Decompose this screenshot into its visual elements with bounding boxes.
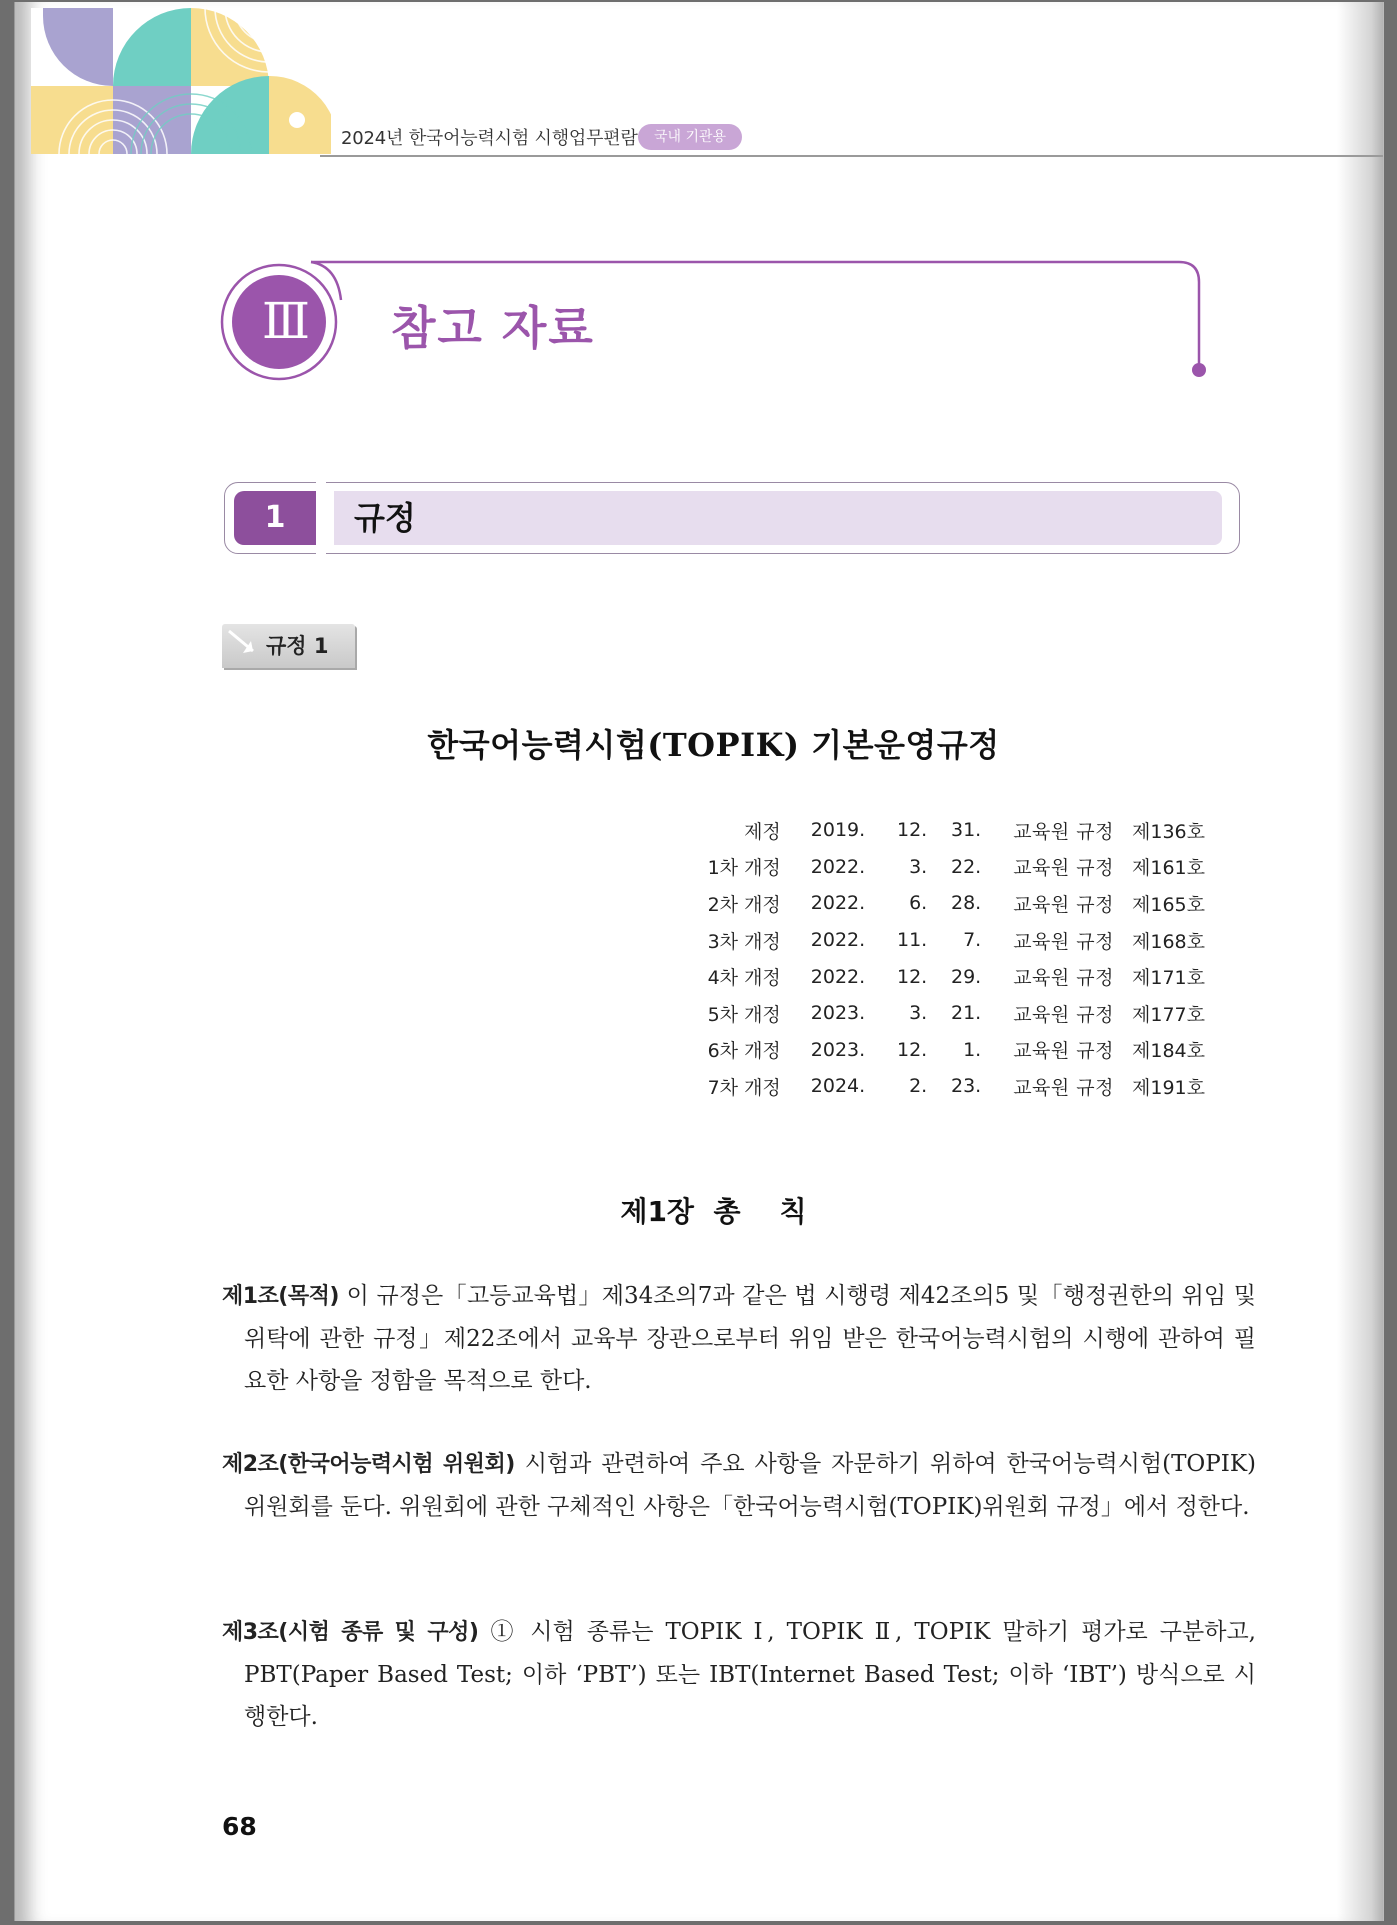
amendment-no: 제165호: [1132, 893, 1205, 916]
amendment-no: 제191호: [1132, 1076, 1205, 1099]
regulation-tab: [222, 624, 355, 668]
amendment-year: 2022.: [810, 965, 866, 988]
page-number: 68: [222, 1812, 257, 1841]
header-rule: [320, 155, 1383, 157]
amendment-row: [708, 1032, 1205, 1069]
amendment-org: 교육원 규정: [1013, 930, 1115, 953]
amendment-label: 5차 개정: [707, 1003, 781, 1026]
amendment-label: 제정: [744, 820, 781, 843]
amendment-month: 2.: [909, 1075, 928, 1098]
amendment-org: 교육원 규정: [1013, 1040, 1115, 1063]
amendment-no: 제184호: [1132, 1040, 1205, 1063]
amendment-month: 12.: [896, 965, 928, 988]
section-heading: [224, 482, 1240, 554]
amendment-month: 3.: [909, 855, 928, 878]
amendment-month: 6.: [909, 892, 928, 915]
page-edge-shadow: [1337, 2, 1383, 1921]
amendment-label: 2차 개정: [707, 893, 781, 916]
header-decoration-icon: [31, 8, 331, 158]
regulation-tab-label: 규정 1: [266, 634, 329, 658]
amendment-label: 6차 개정: [707, 1040, 781, 1063]
article-1: [222, 1275, 1256, 1402]
amendment-day: 7.: [963, 929, 982, 952]
chapter-heading: 제1장 총 칙: [620, 1195, 807, 1228]
amendment-month: 11.: [896, 929, 928, 952]
amendment-row: [708, 885, 1205, 922]
article-3: [222, 1611, 1256, 1738]
chapter-numeral: Ⅲ: [261, 292, 311, 350]
chapter-frame-icon: [219, 260, 1249, 390]
amendment-day: 28.: [950, 892, 982, 915]
section-number: 1: [234, 491, 316, 545]
amendment-year: 2022.: [810, 892, 866, 915]
amendment-no: 제168호: [1132, 930, 1205, 953]
amendment-year: 2019.: [810, 819, 866, 842]
amendment-day: 21.: [950, 1002, 982, 1025]
amendment-row: [708, 958, 1205, 995]
amendment-no: 제171호: [1132, 967, 1205, 990]
amendment-row: [708, 812, 1205, 849]
amendment-month: 3.: [909, 1002, 928, 1025]
running-header-badge: 국내 기관용: [638, 124, 742, 150]
amendment-row: [708, 995, 1205, 1032]
document-title: 한국어능력시험(TOPIK) 기본운영규정: [427, 726, 1000, 764]
amendment-year: 2022.: [810, 855, 866, 878]
amendment-org: 교육원 규정: [1013, 857, 1115, 880]
corner-arrow-icon: [227, 629, 261, 659]
document-page: [14, 2, 1384, 1921]
amendment-label: 1차 개정: [707, 857, 781, 880]
amendment-month: 12.: [896, 819, 928, 842]
amendment-year: 2023.: [810, 1038, 866, 1061]
chapter-title: 참고 자료: [391, 301, 595, 355]
amendment-row: [708, 849, 1205, 886]
amendment-no: 제177호: [1132, 1003, 1205, 1026]
section-bar: [334, 491, 1222, 545]
amendment-row: [708, 922, 1205, 959]
amendment-no: 제161호: [1132, 857, 1205, 880]
amendment-org: 교육원 규정: [1013, 1003, 1115, 1026]
amendment-history-table: [708, 812, 1205, 1105]
amendment-day: 22.: [950, 855, 982, 878]
article-heading: 제3조(시험 종류 및 구성): [222, 1620, 479, 1645]
article-heading: 제1조(목적): [222, 1284, 339, 1309]
article-2: [222, 1443, 1256, 1528]
amendment-year: 2024.: [810, 1075, 866, 1098]
amendment-day: 29.: [950, 965, 982, 988]
running-header-title: 2024년 한국어능력시험 시행업무편람: [341, 128, 638, 149]
amendment-org: 교육원 규정: [1013, 1076, 1115, 1099]
amendment-org: 교육원 규정: [1013, 820, 1115, 843]
amendment-day: 23.: [950, 1075, 982, 1098]
amendment-day: 1.: [963, 1038, 982, 1061]
section-title: 규정: [354, 499, 416, 537]
amendment-year: 2023.: [810, 1002, 866, 1025]
article-heading: 제2조(한국어능력시험 위원회): [222, 1452, 515, 1477]
amendment-day: 31.: [950, 819, 982, 842]
article-body: 시험과 관련하여 주요 사항을 자문하기 위하여 한국어능력시험(TOPIK)위원회를 둔다. 위원회에 관한 구체적인 사항은「한국어능력시험(TOPIK)위원회 규정」에서 정한다.: [244, 1451, 1256, 1520]
amendment-label: 7차 개정: [707, 1076, 781, 1099]
article-body: ① 시험 종류는 TOPIK Ⅰ, TOPIK Ⅱ, TOPIK 말하기 평가로 구분하고, PBT(Paper Based Test; 이하 ‘PBT’) 또는 IBT(Internet Based Test; 이하 ‘IBT’) 방식으로 시행한다.: [244, 1619, 1256, 1730]
amendment-month: 12.: [896, 1038, 928, 1061]
amendment-org: 교육원 규정: [1013, 893, 1115, 916]
amendment-row: [708, 1068, 1205, 1105]
amendment-no: 제136호: [1132, 820, 1205, 843]
amendment-year: 2022.: [810, 929, 866, 952]
amendment-org: 교육원 규정: [1013, 967, 1115, 990]
article-body: 이 규정은「고등교육법」제34조의7과 같은 법 시행령 제42조의5 및「행정권한의 위임 및 위탁에 관한 규정」제22조에서 교육부 장관으로부터 위임 받은 한국어능력시험의 시행에 관하여 필요한 사항을 정함을 목적으로 한다.: [244, 1283, 1256, 1394]
amendment-label: 4차 개정: [707, 967, 781, 990]
amendment-label: 3차 개정: [707, 930, 781, 953]
